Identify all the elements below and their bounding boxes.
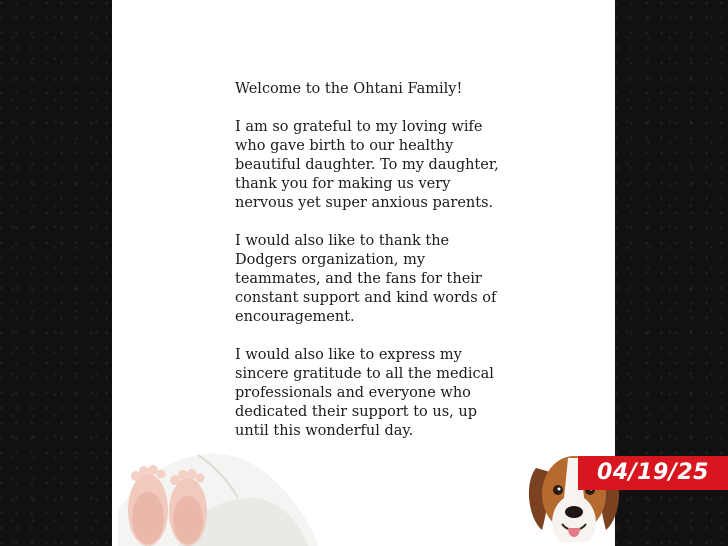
letter-paragraph-2: I would also like to thank the Dodgers organization, my teammates, and the fans for their constant support and kind words of encouragement.	[235, 233, 497, 325]
dark-backdrop-left	[0, 0, 112, 546]
letter-paragraph-1: I am so grateful to my loving wife who gave birth to our healthy beautiful daughter. To my daughter, thank you for making us very nervous yet super anxious parents.	[235, 119, 499, 211]
letter-body	[235, 80, 505, 460]
date-badge: 04/19/25	[578, 456, 728, 490]
letter-paragraph-3: I would also like to express my sincere gratitude to all the medical professionals and everyone who dedicated their support to us, up until this wonderful day.	[235, 347, 494, 439]
baby-feet-icon	[118, 440, 318, 546]
letter-greeting: Welcome to the Ohtani Family!	[235, 81, 463, 97]
